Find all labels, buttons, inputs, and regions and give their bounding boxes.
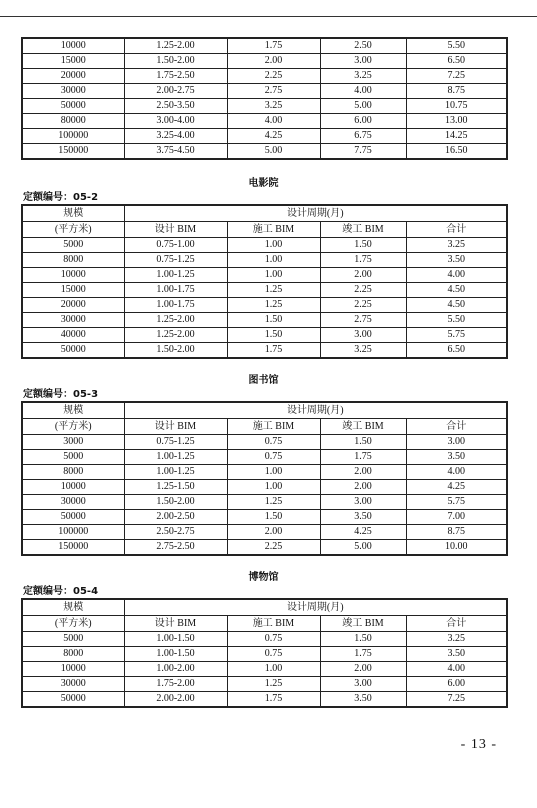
cell-total: 3.50 — [406, 647, 507, 662]
page-number: - 13 - — [460, 737, 497, 752]
cell-design-bim: 0.75-1.00 — [124, 238, 227, 253]
cell-scale: 15000 — [22, 283, 124, 298]
museum-duration-table — [21, 598, 508, 708]
col-design-bim: 设计 BIM — [124, 616, 227, 632]
cell-design-bim: 1.00-1.25 — [124, 268, 227, 283]
cell-construction-bim: 4.00 — [227, 114, 320, 129]
cell-total: 4.00 — [406, 268, 507, 283]
table-row — [22, 268, 507, 283]
table-row — [22, 283, 507, 298]
cell-total: 3.50 — [406, 450, 507, 465]
cell-design-bim: 1.00-1.50 — [124, 647, 227, 662]
table-row — [22, 313, 507, 328]
cell-completion-bim: 1.75 — [320, 253, 406, 268]
cell-design-bim: 1.00-1.75 — [124, 298, 227, 313]
cell-total: 10.75 — [406, 99, 507, 114]
cell-scale: 50000 — [22, 99, 124, 114]
period-header: 设计周期(月) — [124, 599, 507, 616]
cell-total: 8.75 — [406, 84, 507, 99]
cell-construction-bim: 0.75 — [227, 647, 320, 662]
section-title-cinema: 电影院 — [248, 178, 279, 189]
cell-completion-bim: 6.75 — [320, 129, 406, 144]
cell-completion-bim: 5.00 — [320, 99, 406, 114]
cell-completion-bim: 3.00 — [320, 677, 406, 692]
cell-total: 14.25 — [406, 129, 507, 144]
cell-total: 4.50 — [406, 298, 507, 313]
cell-design-bim: 1.00-1.25 — [124, 450, 227, 465]
cell-scale: 8000 — [22, 253, 124, 268]
cell-construction-bim: 1.75 — [227, 343, 320, 359]
cell-design-bim: 1.75-2.50 — [124, 69, 227, 84]
cell-completion-bim: 3.00 — [320, 328, 406, 343]
cell-total: 4.50 — [406, 283, 507, 298]
cell-total: 4.25 — [406, 480, 507, 495]
cell-construction-bim: 2.75 — [227, 84, 320, 99]
cell-construction-bim: 1.25 — [227, 495, 320, 510]
table-row — [22, 84, 507, 99]
scale-header-line2: (平方米) — [22, 419, 124, 435]
col-total: 合计 — [406, 222, 507, 238]
col-construction-bim: 施工 BIM — [227, 222, 320, 238]
cell-completion-bim: 3.50 — [320, 692, 406, 708]
cell-construction-bim: 1.50 — [227, 510, 320, 525]
cell-scale: 8000 — [22, 647, 124, 662]
cell-completion-bim: 2.00 — [320, 480, 406, 495]
cell-total: 16.50 — [406, 144, 507, 160]
cell-design-bim: 2.00-2.00 — [124, 692, 227, 708]
cell-construction-bim: 1.00 — [227, 465, 320, 480]
cell-construction-bim: 2.25 — [227, 540, 320, 556]
col-construction-bim: 施工 BIM — [227, 616, 320, 632]
table-row — [22, 647, 507, 662]
quota-code-05-2: 定额编号：05-2 — [23, 192, 99, 203]
cell-scale: 5000 — [22, 632, 124, 647]
col-completion-bim: 竣工 BIM — [320, 419, 406, 435]
cell-scale: 30000 — [22, 313, 124, 328]
table-row — [22, 525, 507, 540]
cell-design-bim: 2.00-2.50 — [124, 510, 227, 525]
cell-completion-bim: 6.00 — [320, 114, 406, 129]
cell-scale: 5000 — [22, 238, 124, 253]
cell-design-bim: 2.75-2.50 — [124, 540, 227, 556]
page-top-rule — [0, 16, 537, 17]
cell-construction-bim: 5.00 — [227, 144, 320, 160]
cell-scale: 10000 — [22, 268, 124, 283]
cell-total: 3.50 — [406, 253, 507, 268]
cell-completion-bim: 1.50 — [320, 632, 406, 647]
cell-design-bim: 1.00-2.00 — [124, 662, 227, 677]
cell-construction-bim: 1.25 — [227, 298, 320, 313]
museum-table-block — [21, 598, 506, 708]
cell-scale: 10000 — [22, 662, 124, 677]
cinema-duration-table — [21, 204, 508, 359]
cell-total: 6.00 — [406, 677, 507, 692]
table-continuation-block — [21, 37, 506, 160]
cell-design-bim: 3.75-4.50 — [124, 144, 227, 160]
cell-design-bim: 1.25-2.00 — [124, 38, 227, 54]
quota-code-05-3: 定额编号：05-3 — [23, 389, 99, 400]
cell-scale: 100000 — [22, 129, 124, 144]
cell-completion-bim: 2.00 — [320, 465, 406, 480]
cell-completion-bim: 2.00 — [320, 268, 406, 283]
table-row — [22, 677, 507, 692]
cell-design-bim: 2.00-2.75 — [124, 84, 227, 99]
cell-completion-bim: 1.75 — [320, 647, 406, 662]
cell-scale: 50000 — [22, 692, 124, 708]
section-title-library: 图书馆 — [248, 375, 279, 386]
cell-construction-bim: 1.25 — [227, 677, 320, 692]
cell-construction-bim: 1.00 — [227, 662, 320, 677]
table-row — [22, 510, 507, 525]
cell-total: 7.00 — [406, 510, 507, 525]
col-completion-bim: 竣工 BIM — [320, 616, 406, 632]
cell-construction-bim: 1.00 — [227, 268, 320, 283]
cell-construction-bim: 1.00 — [227, 238, 320, 253]
cell-total: 6.50 — [406, 54, 507, 69]
cell-construction-bim: 1.00 — [227, 253, 320, 268]
table-row — [22, 328, 507, 343]
cell-design-bim: 1.00-1.75 — [124, 283, 227, 298]
cell-scale: 20000 — [22, 298, 124, 313]
cell-scale: 50000 — [22, 510, 124, 525]
cell-scale: 3000 — [22, 435, 124, 450]
cell-construction-bim: 0.75 — [227, 435, 320, 450]
quota-code-05-4: 定额编号：05-4 — [23, 586, 99, 597]
cell-design-bim: 1.75-2.00 — [124, 677, 227, 692]
cell-construction-bim: 0.75 — [227, 632, 320, 647]
scale-header-line1: 规模 — [22, 402, 124, 419]
cell-total: 5.75 — [406, 328, 507, 343]
cinema-table-block — [21, 204, 506, 359]
cell-construction-bim: 2.00 — [227, 525, 320, 540]
cell-scale: 150000 — [22, 144, 124, 160]
table-row — [22, 253, 507, 268]
cell-completion-bim: 3.00 — [320, 495, 406, 510]
cell-design-bim: 2.50-2.75 — [124, 525, 227, 540]
cell-construction-bim: 0.75 — [227, 450, 320, 465]
table-row — [22, 69, 507, 84]
period-header: 设计周期(月) — [124, 402, 507, 419]
library-duration-table — [21, 401, 508, 556]
table-row — [22, 54, 507, 69]
cell-completion-bim: 2.75 — [320, 313, 406, 328]
table-row — [22, 129, 507, 144]
cell-total: 3.25 — [406, 632, 507, 647]
cell-completion-bim: 2.25 — [320, 283, 406, 298]
cell-completion-bim: 3.25 — [320, 69, 406, 84]
cell-completion-bim: 4.25 — [320, 525, 406, 540]
col-total: 合计 — [406, 616, 507, 632]
cell-construction-bim: 1.75 — [227, 692, 320, 708]
scale-header-line2: (平方米) — [22, 616, 124, 632]
cell-construction-bim: 1.50 — [227, 328, 320, 343]
cell-total: 5.50 — [406, 38, 507, 54]
cell-design-bim: 1.00-1.25 — [124, 465, 227, 480]
table-row — [22, 343, 507, 359]
cell-completion-bim: 3.50 — [320, 510, 406, 525]
cell-total: 6.50 — [406, 343, 507, 359]
cell-completion-bim: 2.25 — [320, 298, 406, 313]
cell-construction-bim: 1.00 — [227, 480, 320, 495]
cell-total: 7.25 — [406, 692, 507, 708]
table-row — [22, 662, 507, 677]
table-row — [22, 465, 507, 480]
cell-construction-bim: 2.00 — [227, 54, 320, 69]
cell-completion-bim: 1.50 — [320, 435, 406, 450]
cell-completion-bim: 1.50 — [320, 238, 406, 253]
cell-design-bim: 1.25-1.50 — [124, 480, 227, 495]
col-design-bim: 设计 BIM — [124, 222, 227, 238]
section-title-museum: 博物馆 — [248, 572, 279, 583]
cell-total: 4.00 — [406, 465, 507, 480]
period-header: 设计周期(月) — [124, 205, 507, 222]
cell-total: 5.50 — [406, 313, 507, 328]
cell-scale: 10000 — [22, 38, 124, 54]
cell-construction-bim: 1.25 — [227, 283, 320, 298]
cell-total: 3.25 — [406, 238, 507, 253]
cell-completion-bim: 4.00 — [320, 84, 406, 99]
cell-construction-bim: 1.75 — [227, 38, 320, 54]
table-row — [22, 298, 507, 313]
cell-scale: 30000 — [22, 677, 124, 692]
cell-design-bim: 1.50-2.00 — [124, 495, 227, 510]
cell-scale: 30000 — [22, 84, 124, 99]
table-row — [22, 540, 507, 556]
col-completion-bim: 竣工 BIM — [320, 222, 406, 238]
cell-design-bim: 0.75-1.25 — [124, 253, 227, 268]
cell-completion-bim: 3.25 — [320, 343, 406, 359]
col-construction-bim: 施工 BIM — [227, 419, 320, 435]
cell-scale: 150000 — [22, 540, 124, 556]
cell-construction-bim: 2.25 — [227, 69, 320, 84]
cell-design-bim: 2.50-3.50 — [124, 99, 227, 114]
cell-construction-bim: 3.25 — [227, 99, 320, 114]
cell-total: 13.00 — [406, 114, 507, 129]
cell-design-bim: 3.25-4.00 — [124, 129, 227, 144]
cell-scale: 50000 — [22, 343, 124, 359]
cell-total: 10.00 — [406, 540, 507, 556]
cell-design-bim: 3.00-4.00 — [124, 114, 227, 129]
cell-total: 4.00 — [406, 662, 507, 677]
cell-completion-bim: 7.75 — [320, 144, 406, 160]
table-row — [22, 435, 507, 450]
table-row — [22, 692, 507, 708]
cell-design-bim: 1.25-2.00 — [124, 313, 227, 328]
table-row — [22, 632, 507, 647]
cell-scale: 100000 — [22, 525, 124, 540]
cell-scale: 80000 — [22, 114, 124, 129]
scale-header-line1: 规模 — [22, 599, 124, 616]
cell-construction-bim: 4.25 — [227, 129, 320, 144]
table-row — [22, 38, 507, 54]
cell-scale: 5000 — [22, 450, 124, 465]
cell-completion-bim: 2.50 — [320, 38, 406, 54]
cell-scale: 30000 — [22, 495, 124, 510]
cell-completion-bim: 2.00 — [320, 662, 406, 677]
cell-scale: 20000 — [22, 69, 124, 84]
cell-construction-bim: 1.50 — [227, 313, 320, 328]
table-row — [22, 238, 507, 253]
cell-completion-bim: 3.00 — [320, 54, 406, 69]
cell-scale: 40000 — [22, 328, 124, 343]
cell-total: 7.25 — [406, 69, 507, 84]
cell-scale: 8000 — [22, 465, 124, 480]
cell-design-bim: 0.75-1.25 — [124, 435, 227, 450]
cell-design-bim: 1.25-2.00 — [124, 328, 227, 343]
cell-design-bim: 1.00-1.50 — [124, 632, 227, 647]
scale-header-line1: 规模 — [22, 205, 124, 222]
duration-table-continued — [21, 37, 508, 160]
table-row — [22, 99, 507, 114]
cell-scale: 10000 — [22, 480, 124, 495]
cell-completion-bim: 1.75 — [320, 450, 406, 465]
table-row — [22, 144, 507, 160]
cell-total: 8.75 — [406, 525, 507, 540]
table-row — [22, 114, 507, 129]
table-row — [22, 480, 507, 495]
cell-total: 3.00 — [406, 435, 507, 450]
scale-header-line2: (平方米) — [22, 222, 124, 238]
library-table-block — [21, 401, 506, 556]
cell-design-bim: 1.50-2.00 — [124, 343, 227, 359]
col-design-bim: 设计 BIM — [124, 419, 227, 435]
cell-scale: 15000 — [22, 54, 124, 69]
table-row — [22, 495, 507, 510]
col-total: 合计 — [406, 419, 507, 435]
table-row — [22, 450, 507, 465]
cell-design-bim: 1.50-2.00 — [124, 54, 227, 69]
cell-total: 5.75 — [406, 495, 507, 510]
cell-completion-bim: 5.00 — [320, 540, 406, 556]
